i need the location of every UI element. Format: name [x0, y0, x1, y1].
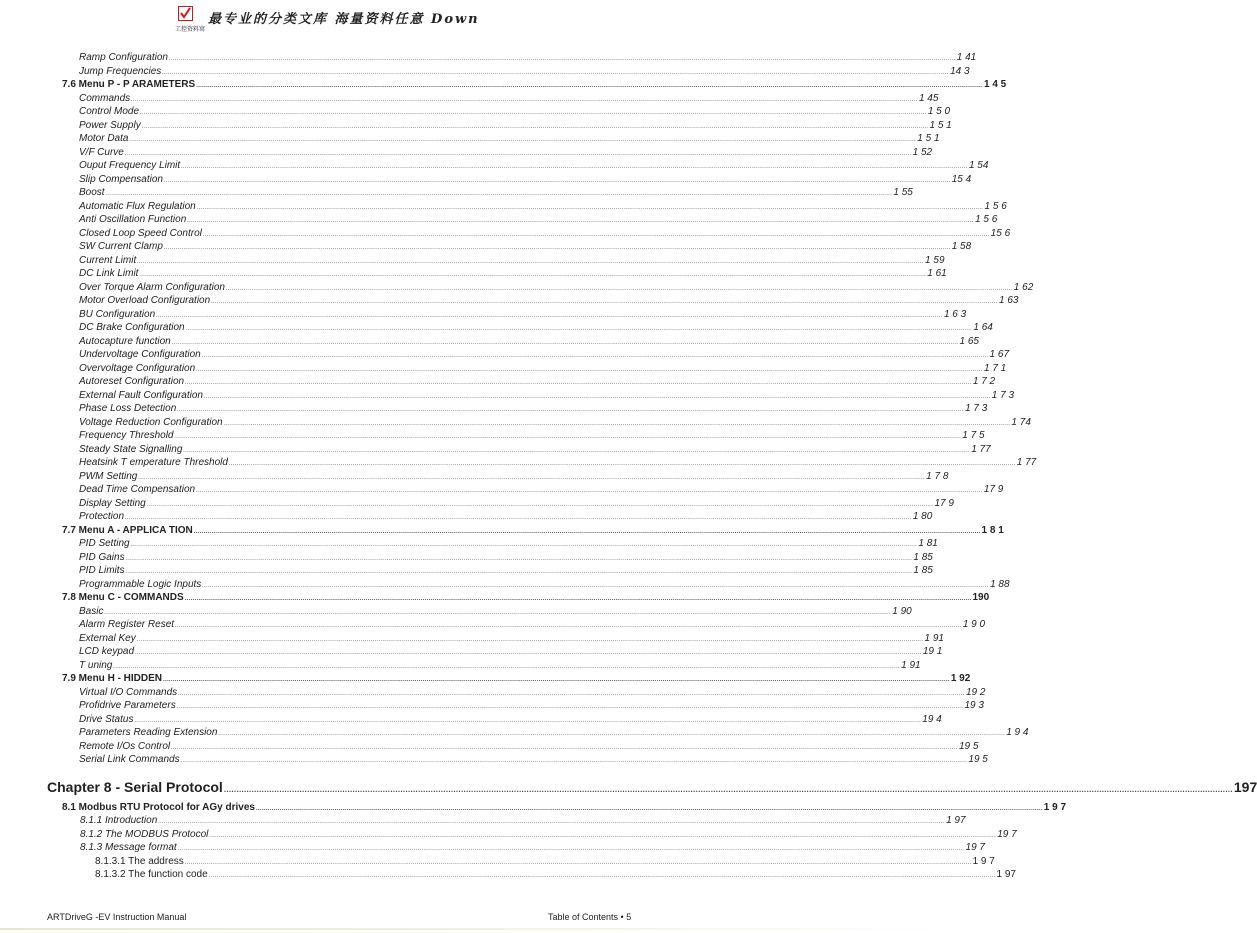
toc-entry-label: 7.7 Menu A - APPLICA TION [62, 524, 193, 536]
toc-leader-dots: ................................................................................................................................................................................................................................................................................................................................................................................................................ [203, 393, 991, 400]
toc-entry-label: PID Limits [79, 565, 125, 576]
toc-entry[interactable] [0, 855, 995, 869]
toc-entry-label: 8.1.2 The MODBUS Protocol [80, 828, 209, 840]
toc-entry[interactable] [0, 483, 1004, 497]
toc-page-number: 1 80 [912, 511, 933, 522]
toc-leader-dots: ................................................................................................................................................................................................................................................................................................................................................................................................................ [137, 258, 925, 265]
toc-entry-label: Autoreset Configuration [79, 376, 185, 387]
toc-leader-dots: ................................................................................................................................................................................................................................................................................................................................................................................................................ [193, 528, 981, 535]
toc-page-number: 1 91 [924, 632, 944, 644]
toc-entry-label: Remote I/Os Control [79, 740, 171, 752]
toc-leader-dots: ................................................................................................................................................................................................................................................................................................................................................................................................................ [185, 380, 972, 386]
toc-entry[interactable] [0, 456, 1037, 470]
toc-leader-dots: ................................................................................................................................................................................................................................................................................................................................................................................................................ [226, 285, 1013, 292]
toc-section-entry[interactable] [0, 801, 1067, 815]
toc-entry-label: Current Limit [79, 254, 137, 266]
toc-leader-dots: ................................................................................................................................................................................................................................................................................................................................................................................................................ [185, 326, 973, 332]
toc-leader-dots: ................................................................................................................................................................................................................................................................................................................................................................................................................ [104, 609, 892, 616]
toc-leader-dots: ................................................................................................................................................................................................................................................................................................................................................................................................................ [129, 137, 917, 143]
toc-leader-dots: ................................................................................................................................................................................................................................................................................................................................................................................................................ [138, 474, 926, 481]
toc-entry[interactable] [0, 429, 985, 443]
toc-entry[interactable] [0, 389, 1015, 403]
toc-leader-dots: ................................................................................................................................................................................................................................................................................................................................................................................................................ [113, 663, 901, 670]
toc-entry[interactable] [0, 699, 984, 713]
toc-entry[interactable] [0, 362, 1007, 376]
toc-section-entry[interactable] [0, 591, 990, 605]
toc-entry-label: Drive Status [79, 713, 134, 725]
toc-leader-dots: ................................................................................................................................................................................................................................................................................................................................................................................................................ [196, 83, 983, 89]
toc-leader-dots: ................................................................................................................................................................................................................................................................................................................................................................................................................ [174, 434, 962, 440]
toc-page-number: 1 85 [913, 551, 933, 563]
toc-page-number: 14 3 [950, 65, 970, 77]
toc-entry[interactable] [0, 578, 1010, 592]
toc-entry[interactable] [0, 659, 921, 673]
toc-page-number: 19 4 [922, 713, 942, 725]
toc-page-number: 1 45 [918, 92, 939, 104]
toc-page-number: 1 67 [989, 349, 1010, 360]
toc-leader-dots: ................................................................................................................................................................................................................................................................................................................................................................................................................ [176, 704, 964, 710]
toc-entry[interactable] [0, 294, 1019, 308]
toc-page-number: 1 65 [959, 335, 979, 347]
toc-page-number: 1 77 [1016, 457, 1037, 468]
toc-leader-dots: ................................................................................................................................................................................................................................................................................................................................................................................................................ [178, 690, 965, 697]
toc-entry[interactable] [0, 92, 939, 106]
toc-page-number: 1 5 1 [917, 133, 940, 144]
toc-page-number: 1 81 [918, 538, 938, 549]
toc-leader-dots: ................................................................................................................................................................................................................................................................................................................................................................................................................ [256, 805, 1043, 812]
toc-entry[interactable] [0, 335, 979, 349]
toc-entry-label: Alarm Register Reset [79, 619, 175, 630]
toc-leader-dots: ................................................................................................................................................................................................................................................................................................................................................................................................................ [201, 353, 989, 359]
toc-entry-label: V/F Curve [79, 146, 124, 158]
toc-leader-dots: ................................................................................................................................................................................................................................................................................................................................................................................................................ [125, 515, 912, 521]
toc-page-number: 1 54 [968, 160, 989, 171]
toc-entry[interactable] [0, 321, 993, 335]
toc-leader-dots: ................................................................................................................................................................................................................................................................................................................................................................................................................ [146, 501, 934, 508]
toc-entry-label: 8.1.3 Message format [80, 842, 177, 853]
toc-page-number: 1 4 5 [983, 79, 1007, 90]
toc-entry[interactable] [0, 632, 944, 646]
toc-entry-label: Programmable Logic Inputs [79, 578, 202, 590]
toc-leader-dots: ................................................................................................................................................................................................................................................................................................................................................................................................................ [196, 488, 983, 494]
toc-section-entry[interactable] [0, 78, 1007, 92]
toc-page-number: 1 7 2 [972, 376, 996, 387]
toc-page-number: 1 5 6 [975, 214, 998, 225]
toc-leader-dots: ................................................................................................................................................................................................................................................................................................................................................................................................................ [175, 623, 962, 629]
toc-leader-dots: ................................................................................................................................................................................................................................................................................................................................................................................................................ [156, 312, 943, 319]
toc-leader-dots: ................................................................................................................................................................................................................................................................................................................................................................................................................ [209, 832, 997, 839]
toc-leader-dots: ................................................................................................................................................................................................................................................................................................................................................................................................................ [171, 339, 959, 346]
toc-entry[interactable] [0, 105, 951, 119]
toc-page-number: 1 74 [1011, 416, 1031, 428]
toc-entry[interactable] [0, 402, 988, 416]
toc-entry[interactable] [0, 146, 933, 160]
toc-entry-label: Ouput Frequency Limit [79, 160, 181, 171]
toc-entry[interactable] [0, 254, 945, 268]
toc-page-number: 15 4 [951, 173, 972, 185]
toc-entry[interactable] [0, 686, 986, 700]
toc-leader-dots: ................................................................................................................................................................................................................................................................................................................................................................................................................ [163, 245, 951, 251]
toc-leader-dots: ................................................................................................................................................................................................................................................................................................................................................................................................................ [202, 231, 990, 238]
toc-page-number: 1 61 [927, 268, 947, 279]
toc-page-number: 1 63 [998, 295, 1019, 306]
banner-text: 最专业的分类文库 海量资料任意 Down [208, 12, 480, 27]
toc-entry[interactable] [0, 564, 933, 578]
toc-leader-dots: ................................................................................................................................................................................................................................................................................................................................................................................................................ [184, 596, 972, 602]
toc-entry[interactable] [0, 65, 970, 79]
toc-entry-label: PID Setting [79, 538, 130, 549]
toc-page-number: 1 90 [892, 605, 912, 617]
toc-entry[interactable] [0, 726, 1029, 740]
toc-entry-label: Serial Link Commands [79, 754, 180, 765]
toc-entry[interactable] [0, 200, 1007, 214]
toc-page-number: 1 59 [925, 254, 945, 266]
toc-page-number: 19 3 [964, 700, 984, 711]
toc-page-number: 1 85 [913, 565, 933, 576]
toc-entry[interactable] [0, 173, 972, 187]
toc-page-number: 1 9 0 [962, 619, 986, 630]
toc-entry-label: PID Gains [79, 551, 125, 563]
toc-page-number: 1 7 3 [965, 403, 988, 414]
toc-entry[interactable] [0, 267, 947, 281]
toc-page-number: 1 7 5 [962, 430, 985, 441]
toc-entry-label: Overvoltage Configuration [79, 362, 196, 374]
toc-page-number: 1 97 [946, 815, 966, 826]
toc-leader-dots: ................................................................................................................................................................................................................................................................................................................................................................................................................ [202, 582, 990, 589]
toc-entry[interactable] [0, 753, 988, 767]
toc-page-number: 19 7 [965, 842, 985, 853]
toc-entry-label: 8.1.1 Introduction [80, 815, 158, 826]
toc-entry[interactable] [0, 186, 913, 200]
toc-page-number: 1 6 3 [943, 308, 967, 320]
toc-entry-label: 8.1 Modbus RTU Protocol for AGy drives [62, 801, 255, 813]
toc-entry[interactable] [0, 240, 972, 254]
toc-page-number: 19 5 [958, 740, 979, 752]
toc-page-number: 1 91 [901, 659, 921, 671]
toc-leader-dots: ................................................................................................................................................................................................................................................................................................................................................................................................................ [105, 191, 893, 197]
toc-leader-dots: ................................................................................................................................................................................................................................................................................................................................................................................................................ [211, 299, 998, 305]
toc-entry[interactable] [0, 132, 940, 146]
toc-leader-dots: ................................................................................................................................................................................................................................................................................................................................................................................................................ [134, 717, 922, 724]
toc-page-number: 1 5 0 [927, 106, 951, 117]
toc-entry[interactable] [0, 443, 991, 457]
toc-leader-dots: ................................................................................................................................................................................................................................................................................................................................................................................................................ [228, 461, 1016, 467]
toc-page-number: 190 [972, 592, 990, 603]
toc-entry[interactable] [0, 814, 966, 828]
toc-entry-label: Chapter 8 - Serial Protocol [47, 778, 223, 795]
toc-entry-label: Heatsink T emperature Threshold [79, 457, 228, 468]
toc-entry-label: Over Torque Alarm Configuration [79, 281, 225, 293]
toc-entry-label: Slip Compensation [79, 173, 163, 185]
toc-entry-label: PWM Setting [79, 470, 138, 482]
toc-leader-dots: ................................................................................................................................................................................................................................................................................................................................................................................................................ [131, 96, 918, 103]
toc-entry[interactable] [0, 281, 1034, 295]
toc-leader-dots: ................................................................................................................................................................................................................................................................................................................................................................................................................ [218, 731, 1006, 737]
toc-page-number: 1 7 1 [983, 362, 1007, 374]
toc-entry-label: Phase Loss Detection [79, 403, 177, 414]
banner-subtext: 工控资料窝 [175, 26, 206, 33]
toc-entry-label: Protection [79, 511, 125, 522]
toc-section-entry[interactable] [0, 524, 1004, 538]
toc-page-number: 1 41 [956, 52, 977, 63]
toc-page-number: 17 9 [934, 497, 954, 509]
toc-page-number: 197 [1233, 778, 1257, 795]
toc-entry-label: External Key [79, 632, 136, 644]
toc-entry-label: Steady State Signalling [79, 443, 183, 455]
toc-entry-label: Ramp Configuration [79, 52, 168, 63]
toc-page-number: 1 9 7 [1043, 801, 1067, 813]
toc-entry[interactable] [0, 51, 977, 65]
toc-leader-dots: ................................................................................................................................................................................................................................................................................................................................................................................................................ [177, 846, 965, 852]
toc-leader-dots: ................................................................................................................................................................................................................................................................................................................................................................................................................ [168, 56, 956, 62]
toc-section-entry[interactable] [0, 672, 971, 686]
toc-leader-dots: ................................................................................................................................................................................................................................................................................................................................................................................................................ [136, 636, 924, 643]
toc-entry-label: 7.8 Menu C - COMMANDS [62, 592, 184, 603]
toc-page-number: 1 92 [950, 673, 971, 684]
toc-page-number: 19 2 [965, 686, 986, 698]
toc-leader-dots: ................................................................................................................................................................................................................................................................................................................................................................................................................ [163, 677, 950, 683]
toc-entry-label: DC Link Limit [79, 268, 139, 279]
toc-entry-label: 7.9 Menu H - HIDDEN [62, 673, 163, 684]
toc-page-number: 1 5 6 [984, 200, 1007, 212]
toc-page-number: 1 64 [973, 322, 993, 333]
toc-leader-dots: ................................................................................................................................................................................................................................................................................................................................................................................................................ [171, 744, 958, 751]
toc-leader-dots: ................................................................................................................................................................................................................................................................................................................................................................................................................ [183, 447, 971, 454]
toc-leader-dots: ................................................................................................................................................................................................................................................................................................................................................................................................................ [163, 177, 951, 184]
toc-entry-label: Basic [79, 605, 104, 617]
toc-entry[interactable] [0, 348, 1010, 362]
toc-entry-label: Anti Oscillation Function [79, 214, 187, 225]
toc-page-number: 1 58 [951, 241, 972, 252]
toc-entry[interactable] [0, 868, 1016, 882]
toc-page-number: 1 88 [990, 578, 1010, 590]
toc-page-number: 1 9 4 [1006, 727, 1029, 738]
toc-entry[interactable] [0, 841, 985, 855]
toc-entry-label: Voltage Reduction Configuration [79, 416, 223, 428]
toc-entry-label: LCD keypad [79, 646, 135, 657]
toc-page-number: 1 77 [971, 443, 991, 455]
toc-entry[interactable] [0, 227, 1011, 241]
toc-entry-label: Parameters Reading Extension [79, 727, 218, 738]
toc-entry-label: Power Supply [79, 119, 141, 131]
toc-entry[interactable] [0, 828, 1017, 842]
toc-page-number: 1 7 8 [926, 470, 949, 482]
toc-entry-label: Profidrive Parameters [79, 700, 176, 711]
toc-entry-label: Motor Overload Configuration [79, 295, 211, 306]
toc-page-number: 1 8 1 [981, 524, 1004, 536]
toc-entry[interactable] [0, 470, 949, 484]
toc-entry-label: Motor Data [79, 133, 129, 144]
toc-leader-dots: ................................................................................................................................................................................................................................................................................................................................................................................................................ [196, 204, 984, 211]
toc-entry-label: T uning [79, 659, 113, 671]
toc-leader-dots: ................................................................................................................................................................................................................................................................................................................................................................................................................ [162, 69, 950, 76]
toc-entry[interactable] [0, 213, 998, 227]
toc-entry-label: Commands [79, 92, 131, 104]
footer-divider [0, 928, 950, 930]
toc-entry-label: External Fault Configuration [79, 389, 203, 401]
toc-entry-label: Display Setting [79, 497, 146, 509]
toc-entry-label: DC Brake Configuration [79, 322, 185, 333]
toc-entry[interactable] [0, 618, 986, 632]
footer-page-label: Table of Contents • 5 [548, 912, 632, 922]
toc-page-number: 17 9 [983, 484, 1004, 495]
toc-entry[interactable] [0, 551, 933, 565]
toc-entry-label: Frequency Threshold [79, 430, 174, 441]
toc-page-number: 1 55 [893, 187, 913, 198]
toc-leader-dots: ................................................................................................................................................................................................................................................................................................................................................................................................................ [125, 569, 913, 575]
toc-leader-dots: ................................................................................................................................................................................................................................................................................................................................................................................................................ [140, 110, 927, 116]
toc-entry-label: Closed Loop Speed Control [79, 227, 202, 239]
toc-leader-dots: ................................................................................................................................................................................................................................................................................................................................................................................................................ [180, 758, 968, 764]
toc-leader-dots: ................................................................................................................................................................................................................................................................................................................................................................................................................ [223, 420, 1011, 427]
toc-entry[interactable] [0, 537, 938, 551]
toc-page-number: 1 97 [996, 869, 1016, 880]
toc-leader-dots: ................................................................................................................................................................................................................................................................................................................................................................................................................ [196, 366, 983, 373]
toc-entry-label: Automatic Flux Regulation [79, 200, 196, 212]
toc-entry-label: Control Mode [79, 106, 140, 117]
toc-entry[interactable] [0, 510, 933, 524]
toc-leader-dots: ................................................................................................................................................................................................................................................................................................................................................................................................................ [130, 542, 918, 548]
toc-entry-label: 7.6 Menu P - P ARAMETERS [62, 79, 196, 90]
toc-entry[interactable] [0, 308, 967, 322]
toc-chapter-entry[interactable] [0, 775, 1257, 799]
toc-page-number: 1 5 1 [929, 119, 952, 131]
toc-leader-dots: ................................................................................................................................................................................................................................................................................................................................................................................................................ [158, 819, 946, 825]
toc-entry-label: Undervoltage Configuration [79, 349, 201, 360]
toc-leader-dots: ................................................................................................................................................................................................................................................................................................................................................................................................................ [181, 164, 968, 170]
toc-page-number: 19 7 [997, 828, 1017, 840]
toc-page-number: 1 7 3 [991, 389, 1015, 401]
toc-entry-label: SW Current Clamp [79, 241, 163, 252]
toc-entry[interactable] [0, 497, 954, 511]
toc-leader-dots: ................................................................................................................................................................................................................................................................................................................................................................................................................ [187, 218, 975, 224]
toc-entry[interactable] [0, 713, 942, 727]
toc-entry[interactable] [0, 645, 943, 659]
toc-leader-dots: ................................................................................................................................................................................................................................................................................................................................................................................................................ [125, 555, 913, 562]
toc-entry[interactable] [0, 605, 912, 619]
toc-entry-label: Jump Frequencies [79, 65, 162, 77]
toc-entry-label: Virtual I/O Commands [79, 686, 178, 698]
footer-manual-title: ARTDriveG -EV Instruction Manual [47, 912, 187, 922]
toc-entry-label: 8.1.3.1 The address [95, 855, 184, 867]
toc-entry-label: BU Configuration [79, 308, 156, 320]
checkmark-logo-icon [178, 6, 193, 21]
toc-page-number: 1 52 [912, 146, 933, 158]
toc-page-number: 1 9 7 [972, 855, 995, 867]
toc-leader-dots: ................................................................................................................................................................................................................................................................................................................................................................................................................ [124, 150, 912, 157]
toc-entry[interactable] [0, 159, 989, 173]
toc-page-number: 15 6 [990, 227, 1011, 239]
toc-entry-label: 8.1.3.2 The function code [95, 869, 208, 880]
toc-entry-label: Boost [79, 187, 105, 198]
toc-page-number: 19 1 [922, 646, 943, 657]
toc-leader-dots: ................................................................................................................................................................................................................................................................................................................................................................................................................ [177, 407, 965, 413]
toc-entry[interactable] [0, 416, 1031, 430]
toc-leader-dots: ................................................................................................................................................................................................................................................................................................................................................................................................................ [139, 272, 927, 278]
toc-entry[interactable] [0, 375, 996, 389]
toc-leader-dots: ................................................................................................................................................................................................................................................................................................................................................................................................................ [223, 784, 1233, 794]
toc-leader-dots: ................................................................................................................................................................................................................................................................................................................................................................................................................ [135, 650, 922, 656]
toc-entry[interactable] [0, 119, 952, 133]
toc-page-number: 1 62 [1013, 281, 1034, 293]
toc-leader-dots: ................................................................................................................................................................................................................................................................................................................................................................................................................ [184, 859, 972, 866]
toc-entry[interactable] [0, 740, 979, 754]
toc-entry-label: Autocapture function [79, 335, 171, 347]
toc-page-number: 19 5 [968, 754, 988, 765]
table-of-contents [0, 51, 1257, 882]
toc-entry-label: Dead Time Compensation [79, 484, 196, 495]
toc-leader-dots: ................................................................................................................................................................................................................................................................................................................................................................................................................ [208, 873, 996, 879]
toc-leader-dots: ................................................................................................................................................................................................................................................................................................................................................................................................................ [141, 123, 929, 130]
